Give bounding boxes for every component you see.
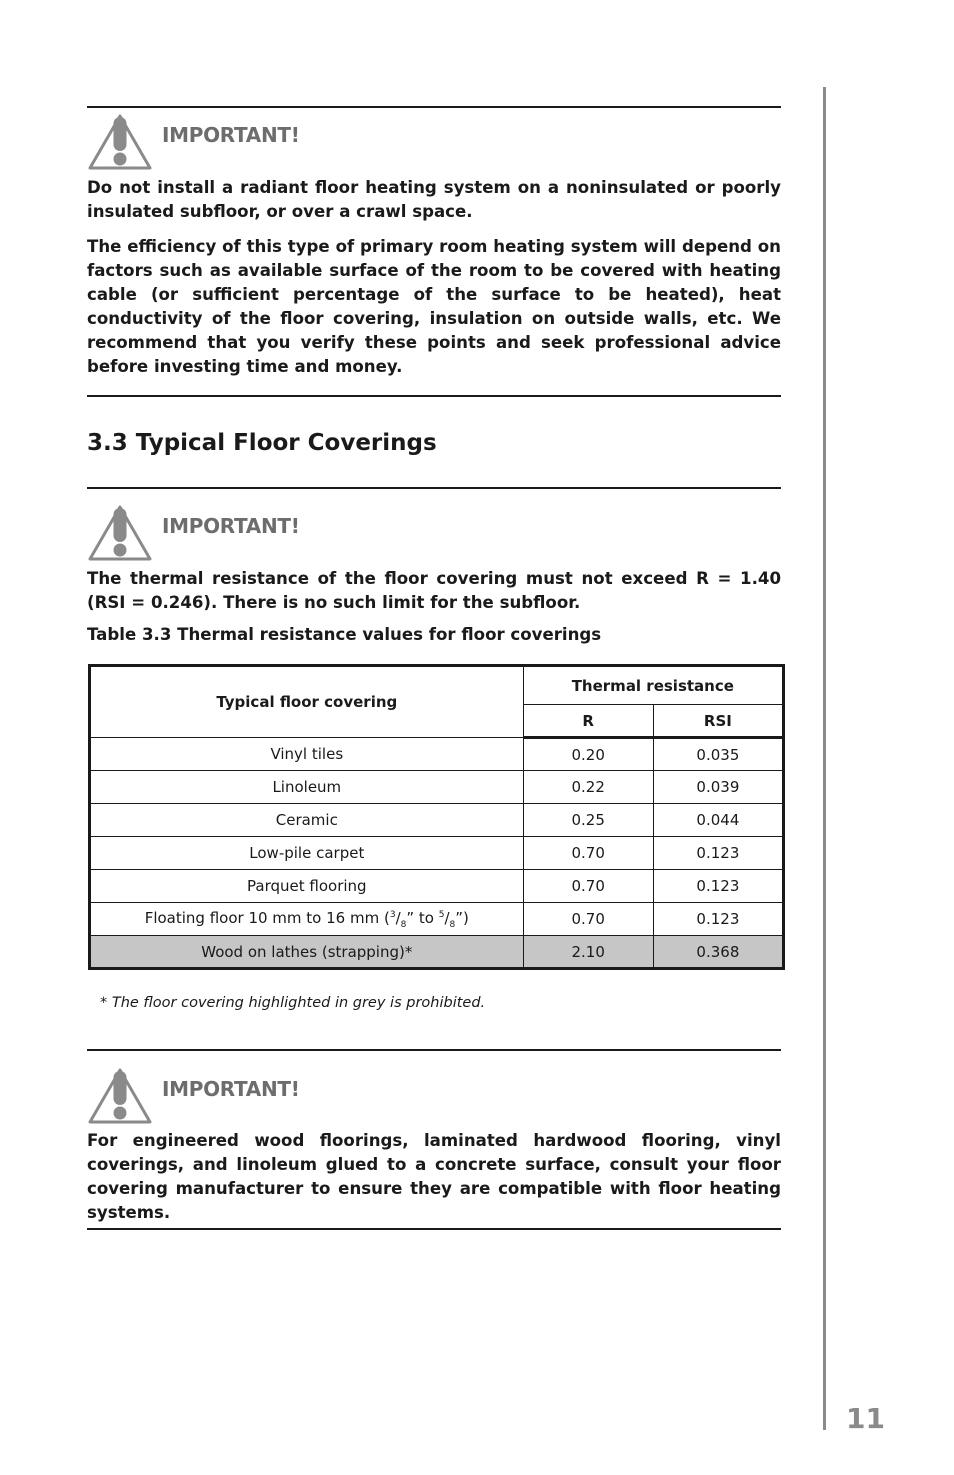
cell-covering: Floating floor 10 mm to 16 mm ($^3/_8$” to $^5/_8$”) [90,903,524,936]
cell-rsi: 0.123 [653,870,783,903]
covering-text: ” to [406,908,439,927]
page-side-bar [823,87,826,1430]
table-row [90,804,784,837]
header-thermal-resistance: Thermal resistance [523,666,783,705]
header-covering: Typical floor covering [90,666,524,738]
table-footnote: * The floor covering highlighted in grey is prohibited. [100,995,486,1011]
important-title: IMPORTANT! [162,1077,300,1101]
section-title: 3.3 Typical Floor Coverings [87,430,437,456]
table-row-prohibited [90,936,784,969]
divider-rule [87,106,781,108]
table-row [90,837,784,870]
cell-r: 0.70 [523,903,653,936]
covering-text: ”) [455,908,469,927]
divider-rule [87,1228,781,1230]
cell-covering: Low-pile carpet [90,837,524,870]
important-title: IMPORTANT! [162,123,300,147]
table-row [90,903,784,936]
page-number: 11 [846,1402,885,1435]
important-paragraph: The efficiency of this type of primary room heating system will depend on factors such as available surface of the room to be covered with heating cable (or sufficient percentage of the surface to be heated), heat conductivity of the floor covering, insulation on outside walls, etc. We recommend that you verify these points and seek professional advice before investing time and money. [87,237,781,376]
cell-rsi: 0.123 [653,837,783,870]
cell-r: 2.10 [523,936,653,969]
cell-covering: Vinyl tiles [90,738,524,771]
table-row [90,771,784,804]
fraction-denominator: 8 [449,919,456,930]
important-header [87,113,487,171]
cell-r: 0.20 [523,738,653,771]
table-caption: Table 3.3 Thermal resistance values for floor coverings [87,625,602,644]
fraction-denominator: 8 [400,919,407,930]
warning-icon [87,1067,153,1125]
important-title: IMPORTANT! [162,514,300,538]
important-paragraph: The thermal resistance of the floor covering must not exceed R = 1.40 (RSI = 0.246). There is no such limit for the subfloor. [87,569,781,612]
table-row [90,738,784,771]
warning-icon [87,504,153,562]
cell-rsi: 0.039 [653,771,783,804]
important-paragraph: For engineered wood floorings, laminated hardwood flooring, vinyl coverings, and linoleum glued to a concrete surface, consult your floor covering manufacturer to ensure they are compatible with floor heating systems. [87,1131,781,1222]
divider-rule [87,395,781,397]
cell-covering: Parquet flooring [90,870,524,903]
header-r: R [523,705,653,738]
cell-rsi: 0.123 [653,903,783,936]
table-row [90,870,784,903]
cell-r: 0.22 [523,771,653,804]
divider-rule [87,1049,781,1051]
cell-rsi: 0.368 [653,936,783,969]
cell-rsi: 0.044 [653,804,783,837]
important-header [87,1067,487,1125]
fraction-numerator: 3 [389,909,396,920]
cell-covering: Ceramic [90,804,524,837]
header-rsi: RSI [653,705,783,738]
important-header [87,504,487,562]
cell-r: 0.70 [523,870,653,903]
cell-r: 0.25 [523,804,653,837]
cell-rsi: 0.035 [653,738,783,771]
fraction-numerator: 5 [438,909,445,920]
warning-icon [87,113,153,171]
divider-rule [87,487,781,489]
covering-text: Floating floor 10 mm to 16 mm ( [144,908,390,927]
important-paragraph: Do not install a radiant floor heating system on a noninsulated or poorly insulated subfloor, or over a crawl space. [87,178,781,221]
cell-r: 0.70 [523,837,653,870]
thermal-resistance-table [88,664,785,970]
cell-covering: Linoleum [90,771,524,804]
cell-covering: Wood on lathes (strapping)* [90,936,524,969]
